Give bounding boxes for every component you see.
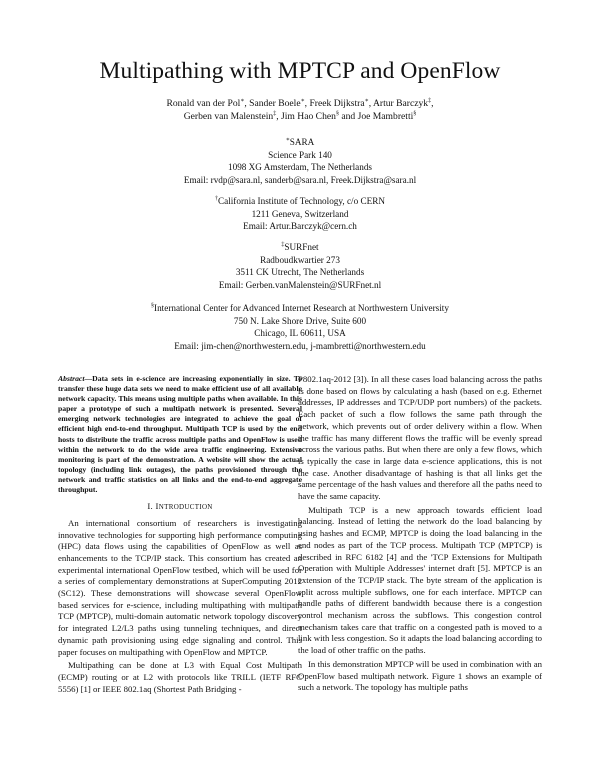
affiliation-name: International Center for Advanced Internet Research at Northwestern University: [154, 303, 449, 313]
author-affiliation-mark: ‡: [273, 111, 277, 118]
author-name: , Sander Boele: [244, 98, 301, 109]
paragraph: An international consortium of researchers is investigating innovative technologies for supporting high performance computing (HPC) data flows using the capabilities of OpenFlow as well as enhancements to the TCP/IP stack. This consortium has created an experimental international OpenFlow testbed, which will be used for a series of complementary demonstrations at SuperComputing 2012 (SC12). These demonstrations will showcase several OpenFlow based services for e-science, including multipathing with multipath TCP (MPTCP), multi-domain automatic network topology discovery for integrated L2/L3 paths using tunneling techniques, and direct dynamic path provisioning using edge signaling and control. This paper focuses on multipathing with OpenFlow and MPTCP.: [58, 517, 302, 657]
right-column: [298, 374, 542, 694]
affiliation-line: 3511 CK Utrecht, The Netherlands: [235, 267, 365, 278]
author-affiliation-mark: ∗: [300, 97, 305, 104]
affiliation-line: 1098 XG Amsterdam, The Netherlands: [228, 162, 372, 173]
affiliation-surfnet: [0, 241, 600, 291]
author-separator: ,: [431, 98, 434, 109]
author-affiliation-mark: §: [413, 111, 417, 118]
affiliation-name: SURFnet: [284, 242, 319, 252]
author-list: [0, 97, 600, 123]
author-name: , Freek Dijkstra: [304, 98, 365, 109]
author-affiliation-mark: ‡: [428, 97, 432, 104]
affiliation-email: Email: rvdp@sara.nl, sanderb@sara.nl, Freek.Dijkstra@sara.nl: [183, 174, 417, 185]
paragraph: Multipath TCP is a new approach towards efficient load balancing. Instead of letting the network do the load balancing by using hashes and ECMP, MPTCP is doing the load balancing in the end nodes as part of the TCP process. Multipath TCP (MPTCP) is described in RFC 6182 [4] and the 'TCP Extensions for Multipath Operation with Multiple Addresses' internet draft [5]. MPTCP is an extension of the TCP/IP stack. The byte stream of the application is split across multiple subflows, one for each interface. MPTCP can handle paths of different bandwidth because there is a congestion control mechanism across the subflows. This congestion control mechanism takes care that traffic on a congested path is moved to a link with less congestion. So it adapts the load balancing according to the load of other traffic on the paths.: [298, 504, 542, 656]
author-name: , Artur Barczyk: [368, 98, 429, 109]
author-affiliation-mark: ∗: [240, 97, 245, 104]
left-column: [58, 374, 302, 695]
author-name: and Joe Mambretti: [338, 111, 414, 123]
author-line-1: [0, 97, 600, 110]
affiliation-line: Chicago, IL 60611, USA: [254, 328, 346, 339]
author-name: Ronald van der Pol: [166, 98, 241, 109]
affiliation-line: Science Park 140: [268, 149, 332, 160]
author-affiliation-mark: ∗: [364, 97, 369, 104]
affiliation-mark: ‡: [281, 241, 285, 248]
affiliation-icair: [0, 302, 600, 352]
affiliation-caltech: [0, 195, 600, 233]
affiliation-line: Radboudkwartier 273: [260, 254, 340, 265]
abstract-label: Abstract: [58, 374, 85, 383]
paragraph: In this demonstration MPTCP will be used in combination with an OpenFlow based multipath network. Figure 1 shows an example of such a network. The topology has multiple paths: [298, 658, 542, 693]
affiliation-mark: ∗: [285, 136, 290, 143]
affiliation-name: SARA: [289, 137, 315, 147]
author-name: , Jim Hao Chen: [276, 111, 336, 123]
affiliation-email: Email: jim-chen@northwestern.edu, j-mambretti@northwestern.edu: [174, 340, 426, 351]
affiliation-line: 750 N. Lake Shore Drive, Suite 600: [233, 315, 367, 326]
abstract-text: —Data sets in e-science are increasing exponentially in size. To transfer these huge data sets we need to make efficient use of all available network capacity. This means using multiple paths when available. In this paper a prototype of such a multipath network is presented. Several emerging network technologies are integrated to achieve the goal of efficient high end-to-end throughput. Multipath TCP is used by the end hosts to distribute the traffic across multiple paths and OpenFlow is used within the network to do the wide area traffic engineering. Extensive monitoring is part of the demonstration. A website will show the actual topology (including link outages), the paths provisioned through the network and traffic statistics on all links and the end-to-end aggregate throughput.: [58, 374, 302, 495]
paper-title: Multipathing with MPTCP and OpenFlow: [99, 58, 501, 84]
affiliation-line: 1211 Geneva, Switzerland: [251, 208, 349, 219]
affiliation-mark: §: [151, 302, 155, 309]
affiliation-sara: [0, 136, 600, 186]
paragraph: P802.1aq-2012 [3]). In all these cases load balancing across the paths is done based on flows by calculating a hash (based on e.g. Ethernet addresses, IP addresses and TCP/UDP port numbers) of the packets. Each packet of such a flow follows the same path through the network, which prevents out of order delivery within a flow. When the traffic has many different flows the traffic will be evenly spread across the various paths. But when there are only a few flows, which is typically the case in large data e-science applications, this is not the case. Another disadvantage of hashing is that all links get the same percentage of the hash values and therefore all the paths need to have the same capacity.: [298, 374, 542, 502]
affiliation-name: California Institute of Technology, c/o CERN: [218, 196, 385, 206]
author-line-2: [0, 110, 600, 123]
paragraph: Multipathing can be done at L3 with Equal Cost Multipath (ECMP) routing or at L2 with protocols like TRILL (IETF RFC 5556) [1] or IEEE 802.1aq (Shortest Path Bridging -: [58, 660, 302, 694]
section-heading-introduction: I. INTRODUCTION: [147, 501, 213, 512]
affiliation-email: Email: Gerben.vanMalenstein@SURFnet.nl: [218, 279, 382, 290]
abstract: [58, 374, 302, 495]
author-name: Gerben van Malenstein: [183, 111, 274, 123]
affiliation-mark: †: [215, 195, 218, 202]
affiliation-email: Email: Artur.Barczyk@cern.ch: [243, 221, 357, 232]
author-affiliation-mark: §: [335, 111, 339, 118]
